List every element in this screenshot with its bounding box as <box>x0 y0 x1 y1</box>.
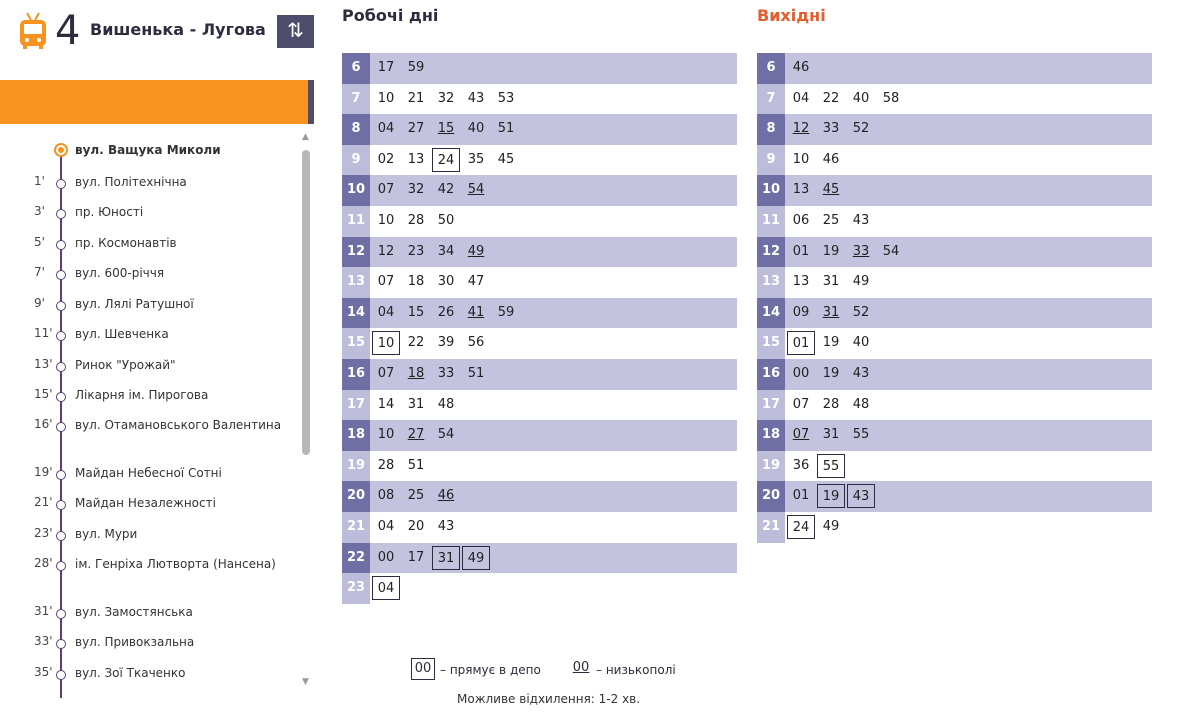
stop-dot-icon <box>56 561 66 571</box>
stop-travel-time: 1' <box>34 174 45 188</box>
depart-minute: 17 <box>407 549 425 565</box>
depart-minute-depot: 24 <box>787 515 815 539</box>
depart-minute: 43 <box>852 212 870 228</box>
depart-minute-lowfloor: 15 <box>437 121 455 137</box>
stop-name: ім. Генріха Лютворта (Нансена) <box>75 557 276 571</box>
depart-minute-lowfloor: 54 <box>467 182 485 198</box>
timetable-row <box>757 84 1152 115</box>
hour-cell: 8 <box>342 114 370 145</box>
depart-minute-depot: 04 <box>372 576 400 600</box>
depart-minute-depot: 49 <box>462 546 490 570</box>
depart-minute: 12 <box>377 243 395 259</box>
hour-cell: 13 <box>342 267 370 298</box>
depart-minute: 04 <box>792 90 810 106</box>
depart-minute: 25 <box>407 488 425 504</box>
stop-name: вул. 600-річчя <box>75 266 165 280</box>
stop-name: вул. Мури <box>75 527 138 541</box>
swap-direction-button[interactable] <box>277 15 314 48</box>
depart-minute: 34 <box>437 243 455 259</box>
depart-minute: 48 <box>852 396 870 412</box>
depart-minute: 09 <box>792 304 810 320</box>
route-panel <box>0 0 322 713</box>
stop-name: вул. Привокзальна <box>75 635 195 649</box>
depart-minute: 46 <box>822 151 840 167</box>
depart-minute: 22 <box>407 335 425 351</box>
hour-cell: 16 <box>757 359 785 390</box>
depart-minute-lowfloor: 49 <box>467 243 485 259</box>
depart-minute: 28 <box>407 212 425 228</box>
stop-travel-time: 23' <box>34 526 53 540</box>
stop-name: вул. Замостянська <box>75 605 193 619</box>
stop-travel-time: 3' <box>34 204 45 218</box>
scroll-up-icon[interactable]: ▲ <box>302 132 309 142</box>
depart-minute: 10 <box>377 212 395 228</box>
timetable-row <box>757 175 1152 206</box>
depart-minute: 50 <box>437 212 455 228</box>
depart-minute-lowfloor: 18 <box>407 365 425 381</box>
route-direction-bar-edge <box>308 80 314 124</box>
depart-minute: 19 <box>822 335 840 351</box>
depart-minute: 25 <box>822 212 840 228</box>
timetable-row <box>757 328 1152 359</box>
depart-minute: 06 <box>792 212 810 228</box>
stop-dot-icon <box>56 500 66 510</box>
stop-name: Майдан Небесної Сотні <box>75 466 222 480</box>
depart-minute-lowfloor: 33 <box>852 243 870 259</box>
depart-minute: 40 <box>852 335 870 351</box>
hour-cell: 21 <box>757 512 785 543</box>
depart-minute: 40 <box>467 121 485 137</box>
timetable-row <box>342 451 737 482</box>
depart-minute-depot: 01 <box>787 331 815 355</box>
depart-minute: 32 <box>407 182 425 198</box>
timetable-row <box>342 512 737 543</box>
hour-cell: 6 <box>342 53 370 84</box>
stop-name: пр. Юності <box>75 205 144 219</box>
timetable-row <box>757 237 1152 268</box>
depart-minute: 02 <box>377 151 395 167</box>
depart-minute: 20 <box>407 518 425 534</box>
hour-cell: 10 <box>757 175 785 206</box>
depart-minute: 40 <box>852 90 870 106</box>
depart-minute: 59 <box>407 60 425 75</box>
timetable-row <box>342 328 737 359</box>
depart-minute: 43 <box>467 90 485 106</box>
timetable-row <box>757 267 1152 298</box>
depart-minute: 55 <box>852 427 870 443</box>
depart-minute: 47 <box>467 274 485 290</box>
hour-cell: 17 <box>342 390 370 421</box>
weekends-title: Вихідні <box>757 6 826 25</box>
hour-cell: 9 <box>757 145 785 176</box>
timetable-row <box>342 390 737 421</box>
scroll-down-icon[interactable]: ▼ <box>302 677 309 687</box>
depart-minute: 04 <box>377 518 395 534</box>
depart-minute-lowfloor: 41 <box>467 304 485 320</box>
timetable-row <box>342 573 737 604</box>
depart-minute: 15 <box>407 304 425 320</box>
timetable-row <box>342 543 737 574</box>
timetable-row <box>342 298 737 329</box>
legend-lowfloor-text: – низькополі <box>596 663 676 677</box>
stop-name: Ринок "Урожай" <box>75 358 176 372</box>
stop-name: вул. Шевченка <box>75 327 169 341</box>
depart-minute: 00 <box>792 365 810 381</box>
depart-minute: 07 <box>377 274 395 290</box>
hour-cell: 18 <box>757 420 785 451</box>
stop-dot-icon <box>56 362 66 372</box>
depart-minute: 07 <box>792 396 810 412</box>
depart-minute: 18 <box>407 274 425 290</box>
stop-name: вул. Політехнічна <box>75 175 187 189</box>
depart-minute-lowfloor: 46 <box>437 488 455 504</box>
hour-cell: 20 <box>757 481 785 512</box>
timetable-row <box>342 53 737 84</box>
depart-minute: 52 <box>852 304 870 320</box>
depart-minute: 01 <box>792 488 810 504</box>
depart-minute: 32 <box>437 90 455 106</box>
depart-minute: 51 <box>497 121 515 137</box>
depart-minute: 10 <box>377 427 395 443</box>
stop-dot-icon <box>56 270 66 280</box>
depart-minute: 30 <box>437 274 455 290</box>
timetable-row <box>757 114 1152 145</box>
depart-minute: 33 <box>437 365 455 381</box>
stop-travel-time: 5' <box>34 235 45 249</box>
depart-minute: 51 <box>467 365 485 381</box>
hour-cell: 14 <box>757 298 785 329</box>
depart-minute: 19 <box>822 243 840 259</box>
depart-minute: 08 <box>377 488 395 504</box>
depart-minute: 10 <box>792 151 810 167</box>
depart-minute: 31 <box>822 427 840 443</box>
hour-cell: 20 <box>342 481 370 512</box>
hour-cell: 21 <box>342 512 370 543</box>
timetable-row <box>757 481 1152 512</box>
depart-minute-lowfloor: 12 <box>792 121 810 137</box>
timetable-row <box>342 267 737 298</box>
depart-minute: 59 <box>497 304 515 320</box>
depart-minute: 56 <box>467 335 485 351</box>
depart-minute-depot: 43 <box>847 484 875 508</box>
depart-minute: 28 <box>377 457 395 473</box>
deviation-note: Можливе відхилення: 1-2 хв. <box>457 692 641 706</box>
depart-minute-depot: 55 <box>817 454 845 478</box>
timetable-row <box>342 175 737 206</box>
depart-minute: 22 <box>822 90 840 106</box>
depart-minute: 52 <box>852 121 870 137</box>
timetable-row <box>342 359 737 390</box>
stop-dot-icon <box>56 470 66 480</box>
hour-cell: 12 <box>342 237 370 268</box>
stop-dot-icon <box>56 639 66 649</box>
stop-dot-icon <box>56 179 66 189</box>
stop-travel-time: 35' <box>34 665 53 679</box>
hour-cell: 19 <box>342 451 370 482</box>
depart-minute: 43 <box>852 365 870 381</box>
trolleybus-icon <box>18 12 48 50</box>
depart-minute: 01 <box>792 243 810 259</box>
hour-cell: 10 <box>342 175 370 206</box>
depart-minute: 04 <box>377 121 395 137</box>
stop-name: вул. Ващука Миколи <box>75 143 221 157</box>
timetable-row <box>342 145 737 176</box>
depart-minute: 13 <box>407 151 425 167</box>
depart-minute: 49 <box>852 274 870 290</box>
stop-dot-icon <box>56 531 66 541</box>
depart-minute-lowfloor: 07 <box>792 427 810 443</box>
depart-minute: 21 <box>407 90 425 106</box>
stop-travel-time: 7' <box>34 265 45 279</box>
depart-minute: 10 <box>377 90 395 106</box>
depart-minute: 28 <box>822 396 840 412</box>
stop-name: Лікарня ім. Пирогова <box>75 388 209 402</box>
stop-dot-icon <box>56 240 66 250</box>
stop-travel-time: 16' <box>34 417 53 431</box>
timetable-row <box>757 359 1152 390</box>
depart-minute-lowfloor: 27 <box>407 427 425 443</box>
hour-cell: 7 <box>757 84 785 115</box>
stop-travel-time: 15' <box>34 387 53 401</box>
timetable-row <box>757 451 1152 482</box>
stop-travel-time: 21' <box>34 495 53 509</box>
timetable-row <box>342 206 737 237</box>
stop-dot-icon <box>56 301 66 311</box>
depart-minute: 13 <box>792 182 810 198</box>
hour-cell: 19 <box>757 451 785 482</box>
timetable-row <box>342 84 737 115</box>
depart-minute: 33 <box>822 121 840 137</box>
stop-dot-icon <box>56 422 66 432</box>
depart-minute-depot: 10 <box>372 331 400 355</box>
route-name: Вишенька - Лугова <box>90 20 266 39</box>
depart-minute: 48 <box>437 396 455 412</box>
depart-minute: 46 <box>792 60 810 75</box>
hour-cell: 12 <box>757 237 785 268</box>
timetable-row <box>342 237 737 268</box>
hour-cell: 6 <box>757 53 785 84</box>
stop-name: вул. Отамановського Валентина <box>75 418 282 432</box>
depart-minute: 49 <box>822 518 840 534</box>
hour-cell: 23 <box>342 573 370 604</box>
depart-minute: 04 <box>377 304 395 320</box>
hour-cell: 7 <box>342 84 370 115</box>
depart-minute: 51 <box>407 457 425 473</box>
stop-travel-time: 28' <box>34 556 53 570</box>
timetable-row <box>757 512 1152 543</box>
depart-minute: 23 <box>407 243 425 259</box>
route-number: 4 <box>55 8 81 54</box>
stop-dot-icon <box>56 392 66 402</box>
depart-minute: 00 <box>377 549 395 565</box>
stop-name: пр. Космонавтів <box>75 236 177 250</box>
weekends-timetable <box>757 53 1152 543</box>
stop-dot-icon <box>56 670 66 680</box>
hour-cell: 13 <box>757 267 785 298</box>
stop-travel-time: 9' <box>34 296 45 310</box>
hour-cell: 8 <box>757 114 785 145</box>
hour-cell: 15 <box>757 328 785 359</box>
stop-name: вул. Лялі Ратушної <box>75 297 194 311</box>
depart-minute: 42 <box>437 182 455 198</box>
stop-travel-time: 11' <box>34 326 53 340</box>
route-header <box>0 0 322 80</box>
depart-minute: 07 <box>377 365 395 381</box>
hour-cell: 22 <box>342 543 370 574</box>
timetable-row <box>757 206 1152 237</box>
swap-direction-icon: ⇅ <box>287 20 304 42</box>
hour-cell: 18 <box>342 420 370 451</box>
depart-minute: 31 <box>822 274 840 290</box>
depart-minute: 07 <box>377 182 395 198</box>
depart-minute-depot: 19 <box>817 484 845 508</box>
depart-minute: 31 <box>407 396 425 412</box>
stop-name: Майдан Незалежності <box>75 496 216 510</box>
stop-name: вул. Зої Ткаченко <box>75 666 186 680</box>
timetable-row <box>757 390 1152 421</box>
timetable-row <box>342 481 737 512</box>
depart-minute: 27 <box>407 121 425 137</box>
stop-travel-time: 13' <box>34 357 53 371</box>
hour-cell: 11 <box>342 206 370 237</box>
legend-depot-sample: 00 <box>411 658 435 680</box>
hour-cell: 17 <box>757 390 785 421</box>
timetable-row <box>757 145 1152 176</box>
depart-minute: 14 <box>377 396 395 412</box>
depart-minute: 54 <box>882 243 900 259</box>
hour-cell: 9 <box>342 145 370 176</box>
depart-minute: 53 <box>497 90 515 106</box>
depart-minute: 17 <box>377 60 395 75</box>
depart-minute: 13 <box>792 274 810 290</box>
depart-minute: 54 <box>437 427 455 443</box>
depart-minute: 26 <box>437 304 455 320</box>
legend-depot-text: – прямує в депо <box>440 663 541 677</box>
stop-dot-icon <box>56 331 66 341</box>
stop-dot-icon <box>56 609 66 619</box>
depart-minute: 35 <box>467 151 485 167</box>
timetable-row <box>342 114 737 145</box>
timetable-row <box>757 53 1152 84</box>
hour-cell: 15 <box>342 328 370 359</box>
depart-minute: 45 <box>497 151 515 167</box>
depart-minute: 36 <box>792 457 810 473</box>
stop-travel-time: 33' <box>34 634 53 648</box>
depart-minute: 43 <box>437 518 455 534</box>
depart-minute: 58 <box>882 90 900 106</box>
stop-dot-icon <box>56 209 66 219</box>
depart-minute-lowfloor: 31 <box>822 304 840 320</box>
timetable-row <box>342 420 737 451</box>
timetable-row <box>757 420 1152 451</box>
hour-cell: 14 <box>342 298 370 329</box>
legend-lowfloor-sample: 00 <box>572 660 590 675</box>
scroll-thumb[interactable] <box>302 150 310 455</box>
stop-travel-time: 31' <box>34 604 53 618</box>
weekdays-title: Робочі дні <box>342 6 439 25</box>
depart-minute: 19 <box>822 365 840 381</box>
depart-minute-lowfloor: 45 <box>822 182 840 198</box>
timetable-row <box>757 298 1152 329</box>
stop-travel-time: 19' <box>34 465 53 479</box>
depart-minute: 39 <box>437 335 455 351</box>
weekdays-timetable <box>342 53 737 604</box>
hour-cell: 16 <box>342 359 370 390</box>
depart-minute-depot: 31 <box>432 546 460 570</box>
depart-minute-depot: 24 <box>432 148 460 172</box>
current-stop-marker-icon <box>54 143 68 157</box>
route-direction-bar <box>0 80 308 124</box>
hour-cell: 11 <box>757 206 785 237</box>
stops-scrollbar[interactable] <box>300 132 312 692</box>
